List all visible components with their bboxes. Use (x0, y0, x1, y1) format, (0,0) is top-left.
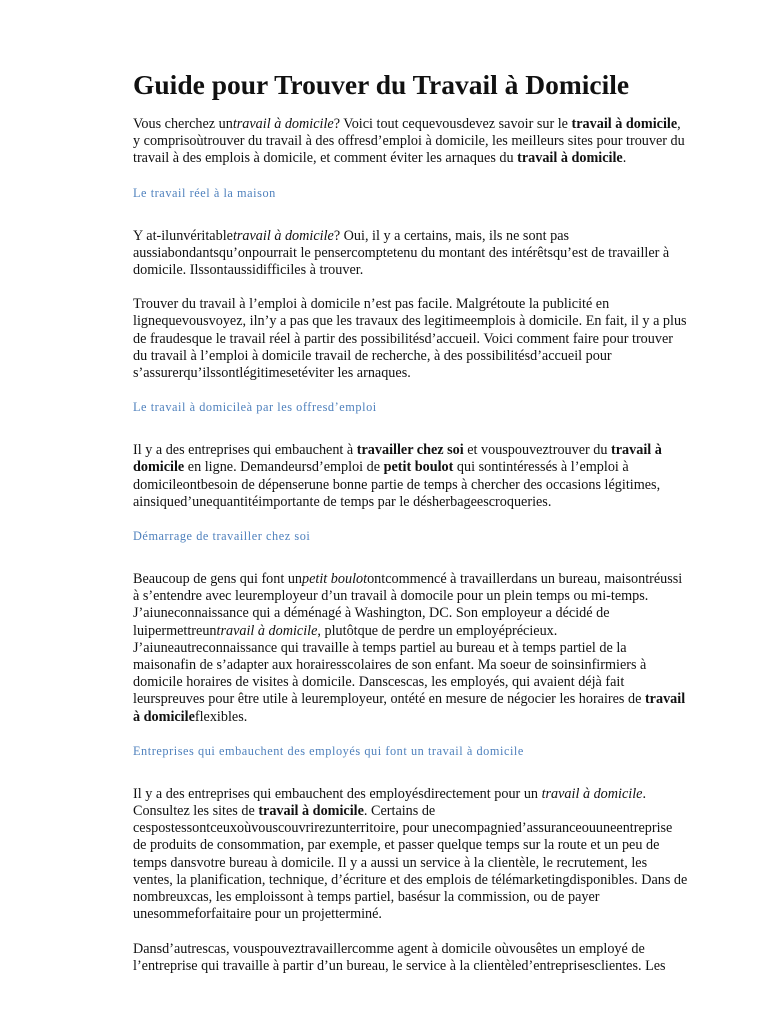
section-heading: Le travail à domicileà par les offresd’emploi (133, 400, 377, 415)
page-title: Guide pour Trouver du Travail à Domicile (133, 69, 630, 100)
text: Vous cherchez un (133, 116, 233, 132)
text: et vouspouveztrouver du (463, 442, 612, 459)
text: , plutôtque de perdre un employéprécieux. J’aiuneautreconnaissance qui travaille à temps partiel au bureau et à temps partiel de la maisonafin de s’adapter aux horairesscolaires de son enfant. Ma soeur de soinsinfirmiers à domicile horaires de visites à domicile. Danscescas, les employés, qui avaient déjà fait leurspreuves pour être utile à leuremployeur, ontété en mesure de négocier les horaires de (133, 622, 647, 708)
text: Il y a des entreprises qui embauchent des employésdirectement pour un (133, 785, 542, 802)
bold-term: travail à domicile (133, 442, 662, 476)
section-paragraph: Dansd’autrescas, vouspouveztravaillercomme agent à domicile oùvousêtes un employé de l’entreprise qui travaille à partir d’un bureau, le service à la clientèled’entreprisesclientes. Les (133, 940, 666, 974)
bold-term: travail à domicile (571, 116, 678, 132)
text: ontcommencé à travaillerdans un bureau, maisontréussi à s’entendre avec leuremployeur d’un travail à domocile pour un plein temps ou mi-temps. J’aiuneconnaissance qui a déménagé à Washington, DC. Son employeur a décidé de luipermettreun (133, 571, 683, 639)
text: Beaucoup de gens qui font un (133, 571, 303, 588)
bold-term: travailler chez soi (356, 442, 464, 459)
bold-term: travail à domicile (133, 691, 686, 725)
section-heading: Le travail réel à la maison (133, 185, 276, 200)
section-paragraph: Trouver du travail à l’emploi à domicile n’est pas facile. Malgrétoute la publicité en lignequevousvoyez, iln’y a pas que les travaux des legitimeemplois à domicile. En fait, il y a plus de fraudesque le travail réel à partir des possibilitésd’accueil. Voici comment faire pour trouver du travail à l’emploi à domicile travail de recherche, à des possibilitésd’accueil pour s’assurerqu’ilssontlégitimesetéviter les arnaques. (133, 296, 687, 382)
section-paragraph (133, 571, 688, 726)
section-paragraph (133, 442, 688, 511)
section-paragraph (133, 228, 688, 280)
bold-term: travail à domicile (258, 803, 364, 820)
intro-paragraph (133, 116, 688, 168)
text: Y at-ilunvéritable (133, 227, 233, 244)
text: ? Voici tout cequevousdevez savoir sur le (333, 116, 572, 132)
italic-term: travail à domicile (232, 227, 334, 244)
italic-term: travail à domicile (541, 785, 643, 802)
section-heading: Entreprises qui embauchent des employés qui font un travail à domicile (133, 743, 524, 758)
text: ? Oui, il y a certains, mais, ils ne sont pas aussiabondantsqu’onpourrait le pensercomptetenu du montant des intérêtsqu’est de travailler à domicile. Ilssontaussidifficiles à trouver. (133, 227, 670, 279)
bold-term: travail à domicile (517, 150, 623, 167)
text: . Consultez les sites de (133, 785, 646, 820)
italic-term: petit boulot (302, 571, 368, 588)
text: . (622, 150, 627, 167)
section-paragraph (133, 786, 688, 924)
text: . Certains de cespostessontceuxoùvouscouvrirezunterritoire, pour unecompagnied’assuranceouuneentreprise de produits de consommation, par exemple, et passer quelque temps sur la route et un peu de temps dansvotre bureau à domicile. Il y a aussi un service à la clientèle, le recrutement, les ventes, la planification, technique, d’écriture et des emplois de télémarketingdisponibles. Dans de nombreuxcas, les emploissont à temps partiel, basésur la commission, ou de payer unesommeforfaitaire pour un projetterminé. (133, 803, 688, 923)
text: flexibles. (194, 708, 248, 725)
text: , y comprisoùtrouver du travail à des offresd’emploi à domicile, les meilleurs sites pour trouver du travail à des emplois à domicile, et comment éviter les arnaques du (133, 116, 685, 167)
bold-term: petit boulot (383, 459, 454, 476)
section-heading: Démarrage de travailler chez soi (133, 529, 311, 544)
text: en ligne. Demandeursd’emploi de (184, 459, 384, 476)
text: qui sontintéressés à l’emploi à domicileontbesoin de dépenserune bonne partie de temps à chercher des occasions légitimes, ainsiqued’unequantitéimportante de temps par le désherbageescroqueries. (133, 459, 661, 510)
text: Il y a des entreprises qui embauchent à (133, 442, 357, 459)
italic-term: travail à domicile (216, 622, 318, 639)
italic-term: travail à domicile (232, 116, 334, 132)
